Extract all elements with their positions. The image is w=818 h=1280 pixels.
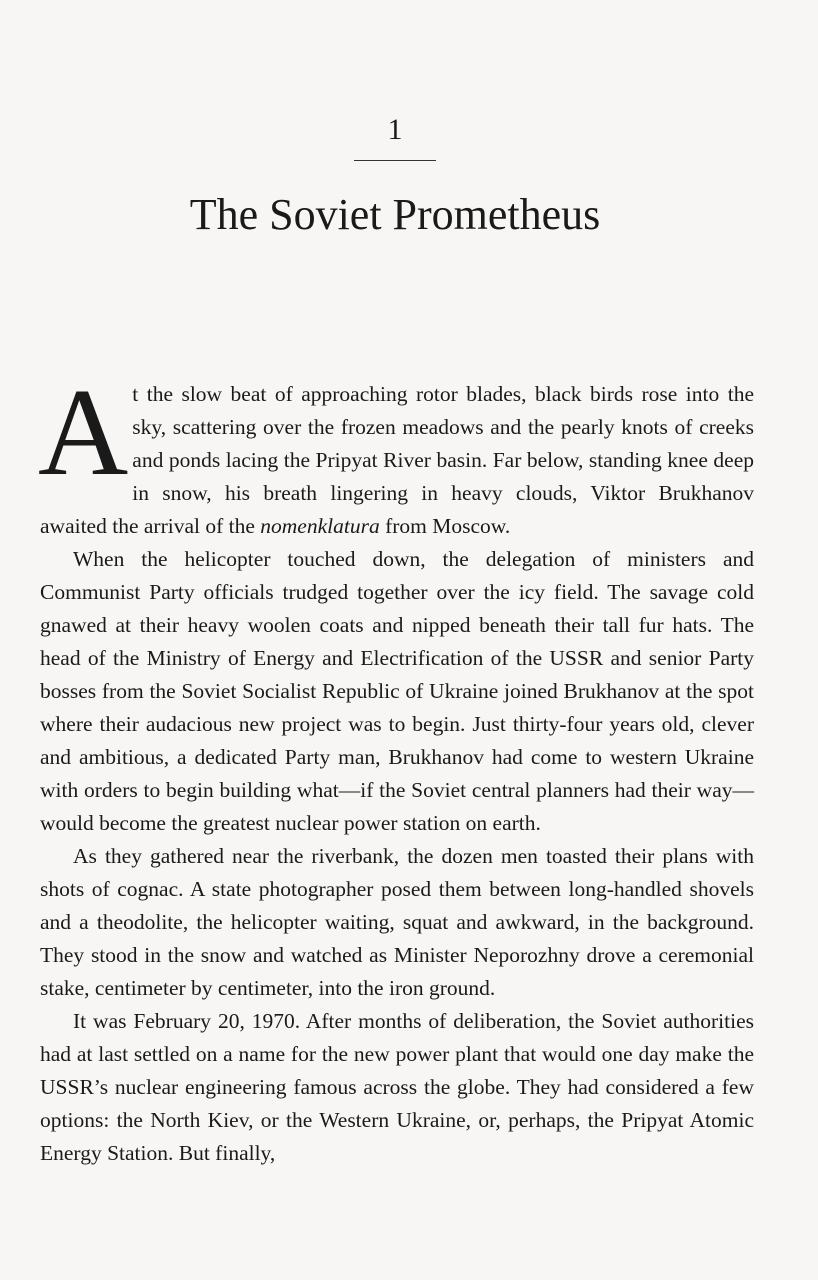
italic-term: nomenklatura: [260, 514, 380, 538]
paragraph-1-text: t the slow beat of approaching rotor blades, black birds rose into the sky, scattering over the frozen meadows and the pearly knots of creeks and ponds lacing the Pripyat River basin. Far below, standing knee deep in snow, his breath lingering in heavy clouds, Viktor Brukhanov awaited the arrival of the: [40, 382, 754, 538]
drop-cap: A: [38, 364, 129, 502]
chapter-body: [38, 364, 754, 1170]
paragraph-1-end: from Moscow.: [379, 514, 511, 538]
paragraph-1: [38, 364, 754, 543]
paragraph-4: It was February 20, 1970. After months of deliberation, the Soviet authorities had at last settled on a name for the new power plant that would one day make the USSR’s nuclear engineering famous across the globe. They had considered a few options: the North Kiev, or the Western Ukraine, or, perhaps, the Pripyat Atomic Energy Station. But finally,: [40, 1009, 754, 1165]
chapter-number: 1: [387, 113, 403, 146]
chapter-title: The Soviet Prometheus: [189, 190, 601, 239]
paragraph-3: As they gathered near the riverbank, the dozen men toasted their plans with shots of cognac. A state photographer posed them between long-handled shovels and a theodolite, the helicopter waiting, squat and awkward, in the background. They stood in the snow and watched as Minister Neporozhny drove a ceremonial stake, centimeter by centimeter, into the iron ground.: [40, 844, 754, 1000]
paragraph-2: When the helicopter touched down, the delegation of ministers and Communist Party officials trudged together over the icy field. The savage cold gnawed at their heavy woolen coats and nipped beneath their tall fur hats. The head of the Ministry of Energy and Electrification of the USSR and senior Party bosses from the Soviet Socialist Republic of Ukraine joined Brukhanov at the spot where their audacious new project was to begin. Just thirty-four years old, clever and ambitious, a dedicated Party man, Brukhanov had come to western Ukraine with orders to begin building what—if the Soviet central planners had their way—would become the greatest nuclear power station on earth.: [40, 547, 754, 835]
chapter-divider: [354, 160, 436, 161]
